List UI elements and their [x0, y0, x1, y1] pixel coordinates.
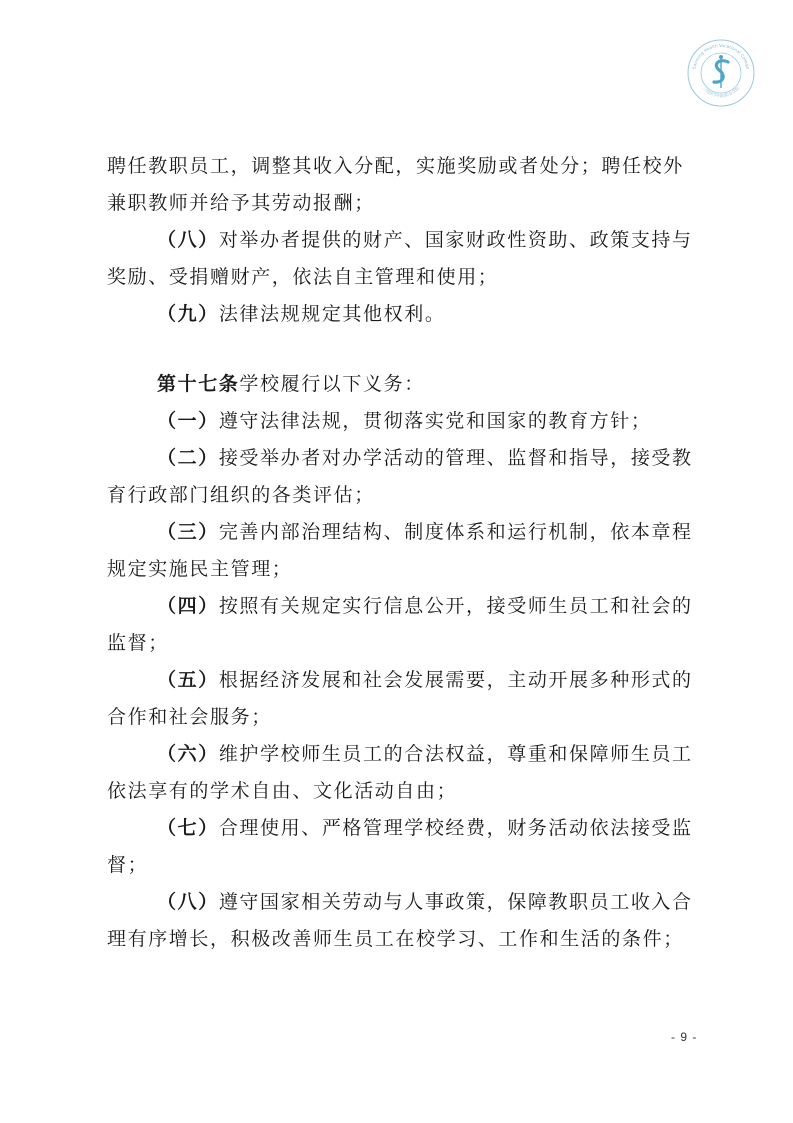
item-text: 对举办者提供的财产、国家财政性资助、政策支持与: [218, 229, 693, 251]
text-line: 育行政部门组织的各类评估；: [107, 484, 375, 506]
list-item: [107, 222, 697, 259]
item-text: 接受举办者对办学活动的管理、监督和指导，接受教: [218, 447, 693, 469]
document-body: [107, 148, 697, 958]
list-item: [107, 810, 697, 847]
list-item: [107, 440, 697, 477]
item-text: 按照有关规定实行信息公开，接受师生员工和社会的: [218, 595, 693, 617]
item-marker: （四）: [157, 595, 219, 617]
article-number: 第十七条: [157, 373, 240, 395]
article-heading-line: [107, 366, 697, 403]
text-line: 督；: [107, 854, 149, 876]
item-text: 合理使用、严格管理学校经费，财务活动依法接受监: [218, 817, 693, 839]
text-line: 依法享有的学术自由、文化活动自由；: [107, 780, 458, 802]
text-line: 兼职教师并给予其劳动报酬；: [107, 192, 375, 214]
article-intro: 学校履行以下义务：: [239, 373, 425, 395]
item-marker: （一）: [157, 410, 219, 432]
item-marker: （三）: [157, 521, 219, 543]
list-item: [107, 514, 697, 551]
list-item: [107, 736, 697, 773]
item-marker: （八）: [157, 891, 219, 913]
item-marker: （五）: [157, 669, 219, 691]
list-item: [107, 403, 697, 440]
item-text: 遵守法律法规，贯彻落实党和国家的教育方针；: [218, 410, 652, 432]
item-text: 完善内部治理结构、制度体系和运行机制，依本章程: [218, 521, 693, 543]
text-line: 合作和社会服务；: [107, 706, 272, 728]
logo-name-cn: 三明医学科技职业学院: [701, 85, 741, 99]
item-text: 根据经济发展和社会发展需要，主动开展多种形式的: [218, 669, 693, 691]
item-text: 遵守国家相关劳动与人事政策，保障教职员工收入合: [218, 891, 693, 913]
item-marker: （二）: [157, 447, 219, 469]
list-item: [107, 884, 697, 921]
item-marker: （六）: [157, 743, 219, 765]
logo-arc-text: Sanming Health Vocational College: [691, 42, 751, 70]
school-logo: [686, 38, 756, 108]
paragraph-gap: [107, 333, 697, 366]
text-line: 聘任教职员工，调整其收入分配，实施奖励或者处分；聘任校外: [107, 155, 684, 177]
item-marker: （九）: [157, 303, 219, 325]
item-text: 维护学校师生员工的合法权益，尊重和保障师生员工: [218, 743, 693, 765]
page-number: - 9 -: [671, 1030, 698, 1044]
item-marker: （七）: [157, 817, 219, 839]
text-line: 监督；: [107, 632, 169, 654]
text-line: 规定实施民主管理；: [107, 558, 293, 580]
list-item: [107, 296, 697, 333]
item-text: 法律法规规定其他权利。: [218, 303, 446, 325]
list-item: [107, 588, 697, 625]
list-item: [107, 662, 697, 699]
item-marker: （八）: [157, 229, 219, 251]
text-line: 理有序增长，积极改善师生员工在校学习、工作和生活的条件；: [107, 928, 684, 950]
text-line: 奖励、受捐赠财产，依法自主管理和使用；: [107, 266, 499, 288]
